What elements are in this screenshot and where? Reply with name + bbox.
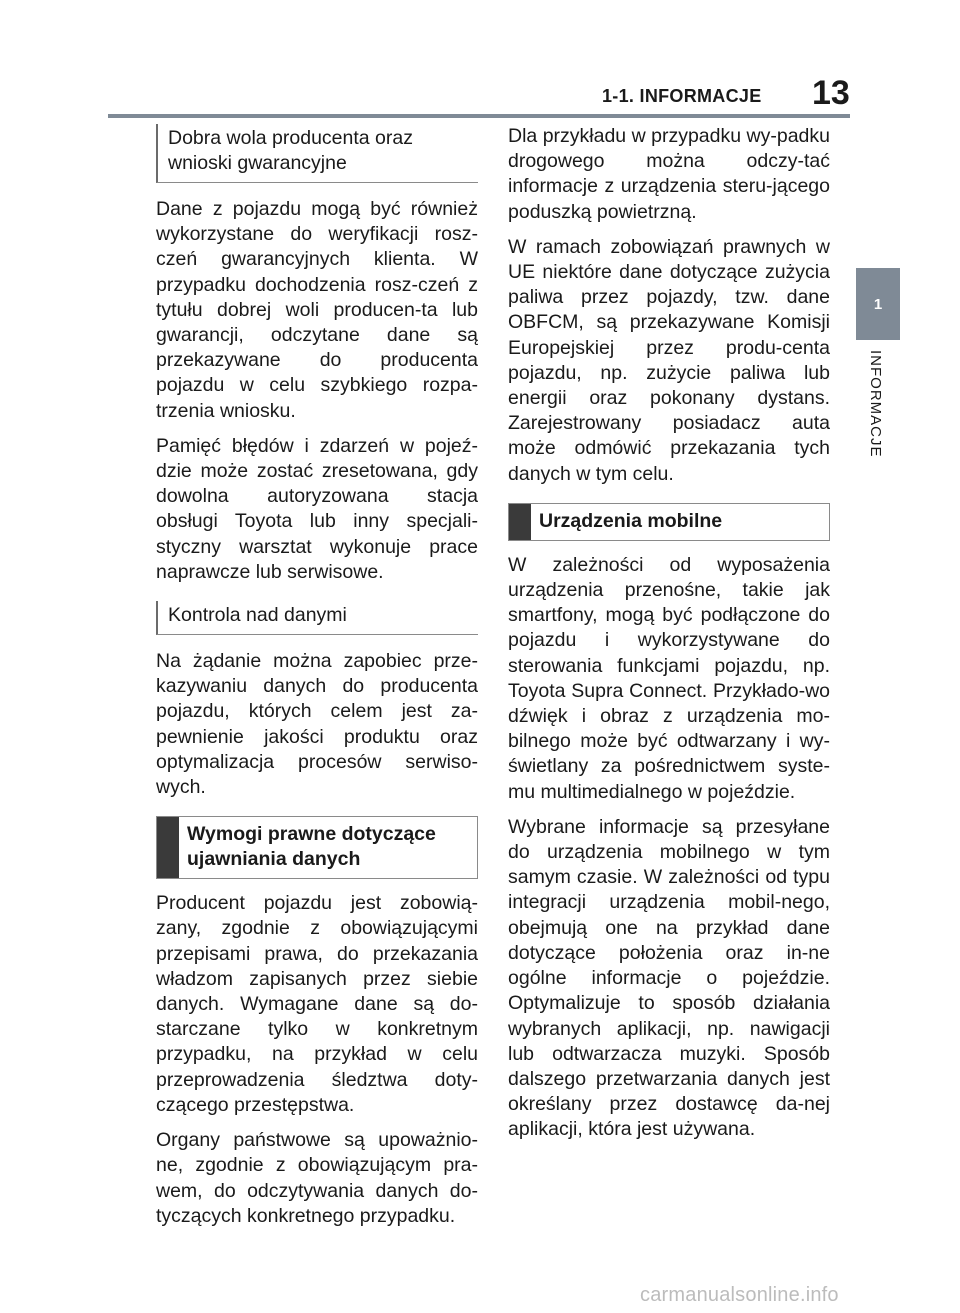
page-number: 13 xyxy=(812,74,850,112)
paragraph: Producent pojazdu jest zobowią-zany, zgodnie z obowiązującymi przepisami prawa, do przekazania władzom zapisanych przez siebie danych. Wymagane dane są do-starczane tylko w konkretnym przypadku, na przykład w celu przeprowadzenia śledztwa doty-czącego przestępstwa. xyxy=(156,892,478,1116)
subheading-data-control: Kontrola nad danymi xyxy=(156,601,478,635)
paragraph: Organy państwowe są upoważnio-ne, zgodnie z obowiązującym pra-wem, do odczytywania danych do-tyczących konkretnego przypadku. xyxy=(156,1129,478,1227)
section-header: 1-1. INFORMACJE xyxy=(602,86,762,106)
section-heading-mobile xyxy=(508,503,830,541)
chapter-number: 1 xyxy=(873,296,883,313)
section-heading-text: Urządzenia mobilne xyxy=(539,509,723,532)
section-bar xyxy=(157,817,179,878)
paragraph: Pamięć błędów i zdarzeń w pojeź-dzie może zostać zresetowana, gdy dowolna autoryzowana stacja obsługi Toyota lub inny specjali-styczny warsztat wykonuje prace naprawcze lub serwisowe. xyxy=(156,434,478,583)
paragraph: Dane z pojazdu mogą być również wykorzystane do weryfikacji rosz-czeń gwarancyjnych klienta. W przypadku dochodzenia rosz-czeń z tytułu dobrej woli producen-ta lub gwarancji, odczytane dane są przekazywane do producenta pojazdu w celu szybkiego rozpa-trzenia wniosku. xyxy=(156,198,478,422)
header-rule xyxy=(108,114,850,118)
chapter-tab xyxy=(856,268,900,340)
left-column xyxy=(156,124,478,1239)
paragraph: Dla przykładu w przypadku wy-padku drogowego można odczy-tać informacje z urządzenia steru-jącego poduszką powietrzną. xyxy=(508,125,830,223)
subheading-goodwill: Dobra wola producenta oraz wnioski gwarancyjne xyxy=(156,124,478,183)
watermark: carmanualsonline.info xyxy=(640,1284,839,1306)
chapter-label: INFORMACJE xyxy=(867,350,884,458)
paragraph: Na żądanie można zapobiec prze-kazywaniu danych do producenta pojazdu, których celem jest za-pewnienie jakości produktu oraz optymalizacja procesów serwiso-wych. xyxy=(156,650,478,799)
section-bar xyxy=(509,504,531,540)
paragraph: W ramach zobowiązań prawnych w UE niektóre dane dotyczące zużycia paliwa przez pojazdy, tzw. dane OBFCM, są przekazywane Komisji Europejskiej przez produ-centa pojazdu, np. zużycie paliwa lub energii oraz pokonany dystans. Zarejestrowany posiadacz auta może odmówić przekazania tych danych w tym celu. xyxy=(508,235,830,485)
paragraph: Wybrane informacje są przesyłane do urządzenia mobilnego w tym samym czasie. W zależności od typu integracji urządzenia mobil-nego, obejmują one na przykład dane dotyczące położenia oraz in-ne ogólne informacje o pojeździe. Optymalizuje to sposób działania wybranych aplikacji, np. nawigacji lub odtwarzacza muzyki. Sposób dalszego przetwarzania danych jest określany przez dostawcę da-nej aplikacji, która jest używana. xyxy=(508,815,830,1141)
section-heading-text: Wymogi prawne dotyczące ujawniania danych xyxy=(187,823,436,871)
paragraph: W zależności od wyposażenia urządzenia przenośne, takie jak smartfony, mogą być podłączone do pojazdu i wykorzystywane do sterowania funkcjami pojazdu, np. Toyota Supra Connect. Przykłado-wo dźwięk i obraz z urządzenia mo-bilnego może być odtwarzany i wy-świetlany za pośrednictwem syste-mu multimedialnego w pojeździe. xyxy=(508,553,830,803)
right-column xyxy=(508,124,830,1153)
section-heading-legal xyxy=(156,816,478,879)
